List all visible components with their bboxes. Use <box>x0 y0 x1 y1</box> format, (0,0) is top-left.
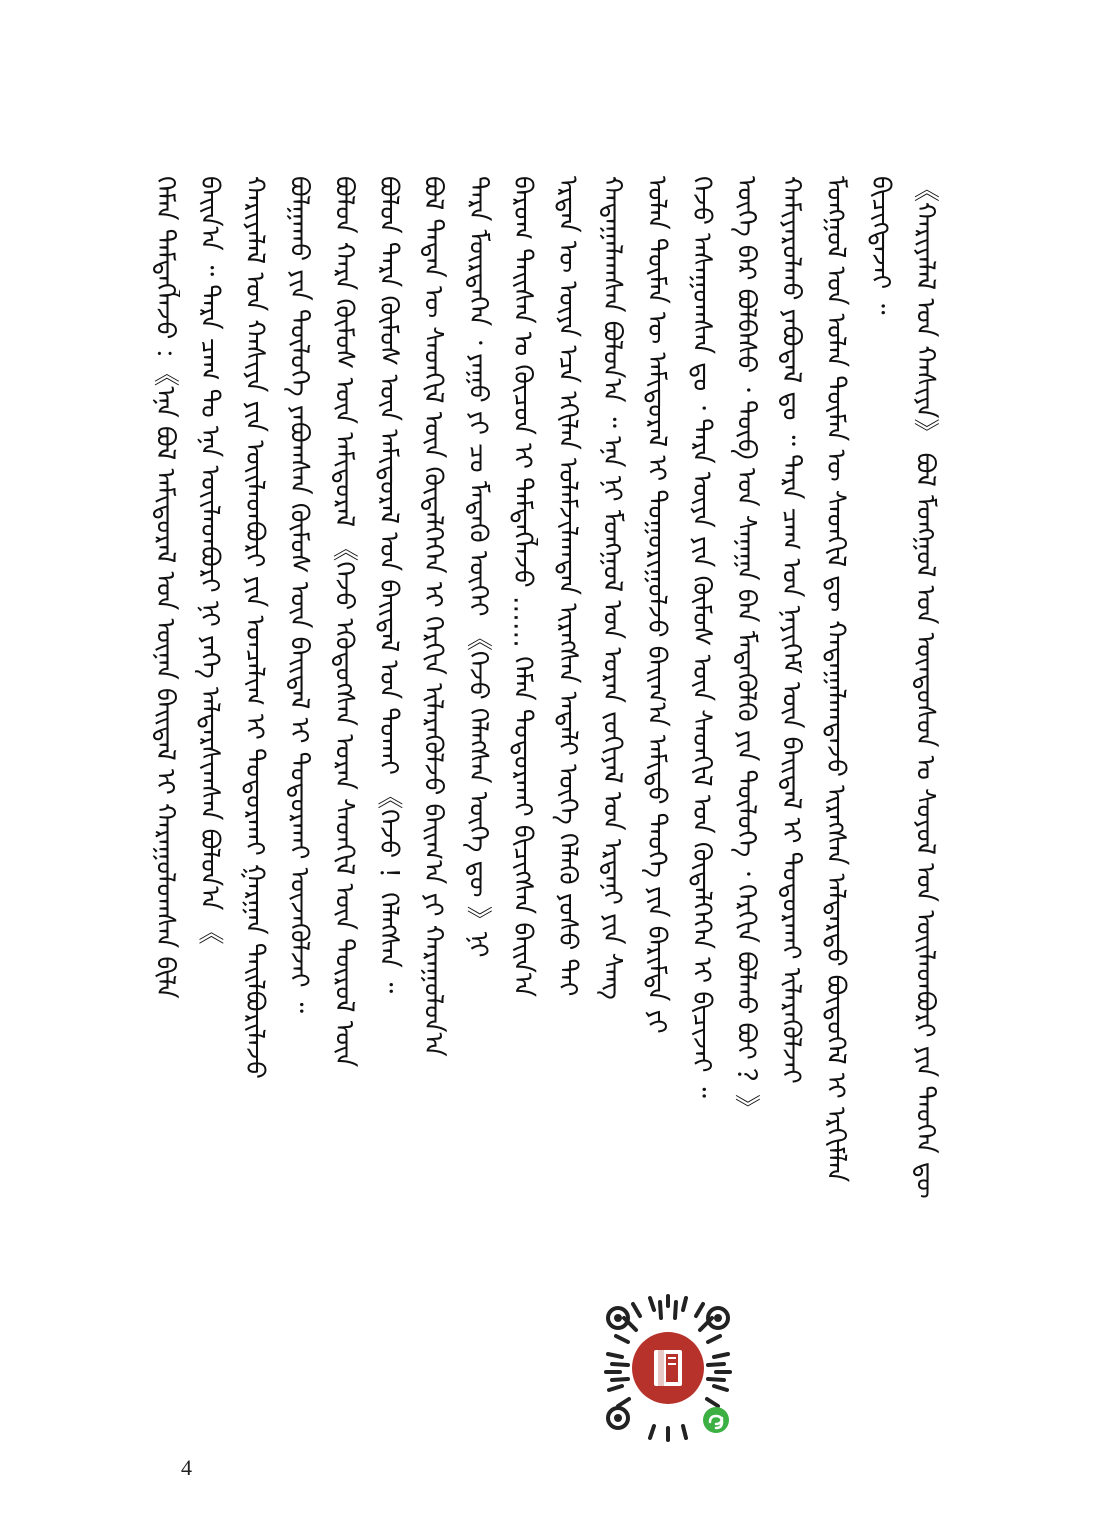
text-column: ᠲᠡᠷᠡ ᠮᠥᠷᠲᠡᠭᠡᠨ ᠂ ᠶᠠᠭᠤ ᠶᠢ ᠴᠤ ᠮᠡᠳᠡᠬᠦ ᠦᠭᠡᠢ 《ᠭᠡᠵᠦ ᠬᠡᠯᠡᠭᠰᠡᠨ ᠦᠭᠡ ᠳᠦ 》ᠨᠢ <box>462 176 493 958</box>
text-column: ᠪᠠᠷᠤᠭ ᠳᠠᠢᠰᠠᠨ ᠤ ᠬᠦᠴᠦᠨ ᠢ ᠲᠡᠮᠳᠡᠭᠯᠡᠵᠦ …… ᠬᠡᠮᠡᠨ ᠲᠣᠳᠣᠷᠬᠠᠶ ᠪᠢᠴᠢᠭᠰᠡᠨ ᠪᠠᠢᠨ᠎ᠠ <box>507 176 538 998</box>
book-icon <box>654 1350 682 1386</box>
text-column: ᠪᠣᠯᠭᠠᠬᠤ ᠶᠢᠨ ᠲᠥᠯᠦᠭᠡ ᠶᠠᠪᠤᠭᠰᠠᠨ ᠬᠦᠮᠦᠰ ᠦᠨ ᠪᠠᠢᠳᠠᠯ ᠢ ᠲᠣᠳᠣᠷᠬᠠᠶ ᠦᠵᠡᠭᠦᠯᠵᠡᠢ ᠃ <box>284 176 315 1013</box>
text-column: ᠣᠯᠠᠨ ᠲᠥᠮᠡᠨ ᠦ ᠠᠮᠢᠳᠤᠷᠠᠯ ᠢ ᠲᠣᠭᠤᠷᠢᠭᠤᠯᠵᠤ ᠪᠠᠢᠭ᠎ᠠ ᠠᠮᠢᠳᠤ ᠲᠡᠦᠬᠡ ᠶᠢᠨ ᠪᠠᠷᠢᠮᠲᠠ ᠶᠢ <box>641 176 672 1034</box>
text-column: ᠦᠭᠡ ᠪᠡᠷ ᠪᠣᠯᠪᠠᠰᠤ ᠂ ᠲᠦᠪ ᠤᠨ ᠰᠠᠨᠠᠭᠠ ᠪᠠᠨ ᠮᠡᠳᠡᠭᠦᠯᠬᠦ ᠶᠢᠨ ᠲᠥᠯᠦᠭᠡ ᠂ ᠬᠡᠷᠬᠢᠨ ᠪᠣᠯᠬᠤ ᠪᠤᠢ ？》 <box>731 176 762 1121</box>
text-column: ᠪᠠᠢᠨ᠎ᠠ ᠃ ᠲᠡᠷᠡ ᠴᠠᠭ ᠲᠤ ᠡᠨᠡ ᠦᠢᠯᠡᠳᠪᠦᠷᠢ ᠨᠢ ᠶᠡᠬᠡ ᠠᠯᠳᠠᠷᠰᠢᠭᠰᠠᠨ ᠪᠣᠯᠤᠨ᠎ᠠ 《 <box>194 176 225 945</box>
page-number: 4 <box>181 1455 192 1480</box>
text-column: ᠪᠣᠯᠤᠨ ᠬᠠᠷᠠ ᠬᠦᠮᠦᠰ ᠦᠨ ᠠᠮᠢᠳᠤᠷᠠᠯ 《ᠭᠡᠵᠦ ᠡᠭᠦᠳᠦᠭᠰᠡᠨ ᠤᠷᠠᠨ ᠰᠡᠳᠬᠢᠯ ᠦᠨ ᠲᠦᠷᠦᠯ ᠦᠨ <box>328 176 359 1068</box>
text-column: ᠡᠷᠲᠡᠨ ᠦ ᠦᠶᠡ ᠡᠴᠡ ᠡᠬᠢᠯᠡᠨ ᠤᠯᠠᠮᠵᠢᠯᠠᠭᠳᠠᠨ ᠢᠷᠡᠭᠰᠡᠨ ᠠᠳᠠᠯᠢ ᠦᠭᠡ ᠬᠡᠯᠡᠬᠦ ᠶᠤᠰᠤ ᠲᠠᠢ <box>552 176 583 997</box>
wechat-mini-program-icon <box>703 1407 729 1433</box>
text-column: ᠮᠣᠩᠭᠣᠯ ᠤᠨ ᠣᠯᠠᠨ ᠲᠦᠮᠡᠨ ᠦ ᠰᠡᠳᠭᠢᠯ ᠳᠦ ᠬᠠᠳᠠᠭᠠᠯᠠᠭᠳᠠᠵᠤ ᠢᠷᠡᠭᠰᠡᠨ ᠠᠯᠳᠠᠷᠲᠤ ᠪᠦᠲᠦᠭᠡᠯ ᠢ ᠡᠷᠬᠢᠮᠯᠡᠨ <box>820 176 851 1183</box>
text-column: ᠬᠠᠳᠠᠭᠠᠯᠠᠭᠰᠠᠨ ᠪᠣᠯᠤᠨ᠎ᠠ ᠃ ᠡᠨᠡ ᠨᠢ ᠮᠣᠩᠭᠣᠯ ᠤᠨ ᠤᠷᠠᠨ ᠵᠣᠬᠢᠶᠠᠯ ᠤᠨ ᠡᠷᠳᠡᠨᠢ ᠶᠢᠨ ᠰᠠᠩ <box>597 176 628 1000</box>
qr-code-graphic <box>588 1288 748 1448</box>
text-column: ᠭᠡᠵᠦ ᠠᠰᠠᠭᠤᠭᠰᠠᠨ ᠳᠤ ᠂ ᠲᠡᠷᠡ ᠦᠶᠡ ᠶᠢᠨ ᠬᠦᠮᠦᠰ ᠦᠨ ᠰᠡᠳᠬᠢᠯ ᠤᠨ ᠬᠥᠳᠡᠯᠭᠡᠭᠡᠨ ᠢ ᠪᠢᠴᠢᠵᠡᠢ ᠃ <box>686 176 717 1098</box>
text-column: 《ᠬᠠᠷᠢᠶᠠᠯᠠᠯ ᠤᠨ ᠬᠠᠰᠢᠶᠠ》 ᠪᠣᠯ ᠮᠣᠩᠭᠣᠯ ᠤᠨ ᠦᠨᠳᠦᠰᠦᠨ ᠤ ᠰᠣᠶᠤᠯ ᠤᠨ ᠦᠢᠯᠡᠳᠪᠦᠷᠢ ᠶᠢᠨ ᠲᠡᠦᠬᠡᠨ ᠳᠦ <box>909 176 940 1199</box>
text-column: ᠪᠣᠯ ᠲᠡᠳᠡᠨ ᠦ ᠰᠡᠳᠬᠢᠯ ᠦᠨ ᠬᠥᠳᠡᠯᠭᠡᠭᠡᠨ ᠢ ᠬᠡᠷᠬᠢᠨ ᠢᠯᠡᠷᠡᠭᠦᠯᠵᠦ ᠪᠠᠢᠭ᠎ᠠ ᠶᠢ ᠬᠠᠷᠠᠭᠤᠯᠤᠨ᠎ᠠ <box>418 176 449 1057</box>
text-column: ᠪᠢᠴᠢᠭᠳᠡᠵᠡᠢ ᠃ <box>865 176 896 315</box>
qr-code-icon[interactable] <box>588 1288 748 1448</box>
text-column: ᠬᠠᠮᠢᠶᠠᠷᠤᠯᠬᠤ ᠶᠠᠪᠤᠳᠠᠯ ᠳᠤ ᠃ ᠲᠡᠷᠡ ᠴᠠᠭ ᠤᠨ ᠨᠡᠶᠢᠭᠡᠮ ᠦᠨ ᠪᠠᠢᠳᠠᠯ ᠢ ᠲᠣᠳᠣᠷᠬᠠᠶ ᠢᠯᠡᠷᠡᠭᠦᠯᠵᠡᠢ <box>775 176 806 1084</box>
text-column: ᠬᠠᠷᠢᠶᠠᠯᠠᠯ ᠤᠨ ᠬᠠᠰᠢᠶᠠ ᠶᠢᠨ ᠦᠢᠯᠡᠳᠪᠦᠷᠢ ᠶᠢᠨ ᠣᠨᠴᠠᠯᠢᠭ ᠢ ᠲᠣᠳᠣᠷᠬᠠᠶ ᠭᠠᠷᠭᠠᠨ ᠲᠠᠢᠯᠪᠤᠷᠢᠯᠠᠵᠤ <box>239 176 270 1079</box>
mongolian-text-block <box>150 176 940 1401</box>
text-column: ᠬᠡᠮᠡᠨ ᠲᠡᠮᠳᠡᠭᠯᠡᠵᠦ ：《ᠡᠨᠡ ᠪᠣᠯ ᠠᠮᠢᠳᠤᠷᠠᠯ ᠤᠨ ᠦᠨᠡᠨ ᠪᠠᠢᠳᠠᠯ ᠢ ᠬᠠᠷᠠᠭᠤᠯᠤᠭᠰᠠᠨ ᠪᠢᠯᠡ <box>150 176 180 999</box>
text-column: ᠪᠣᠯᠤᠨ ᠲᠡᠷᠡ ᠬᠦᠮᠦᠰ ᠦᠨ ᠠᠮᠢᠳᠤᠷᠠᠯ ᠤᠨ ᠪᠠᠢᠳᠠᠯ ᠤᠨ ᠲᠤᠬᠠᠢ 《ᠭᠡᠵᠦ ！ᠬᠡᠯᠡᠭᠰᠡᠨ ᠃ <box>373 176 404 994</box>
